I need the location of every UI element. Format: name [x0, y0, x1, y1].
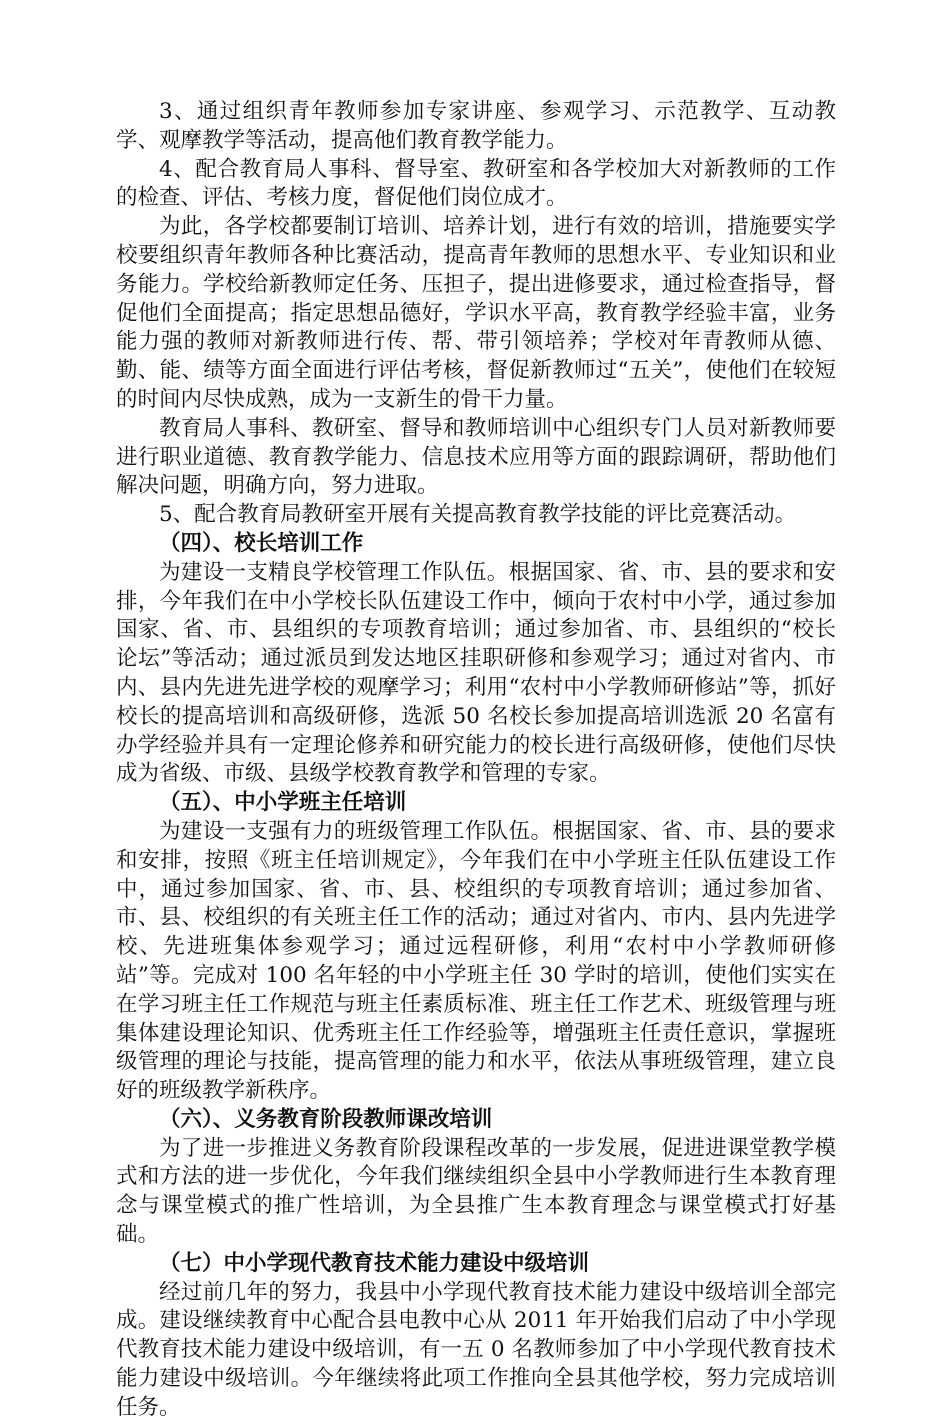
- paragraph-principal-training: 为建设一支精良学校管理工作队伍。根据国家、省、市、县的要求和安排，今年我们在中小学校长队伍建设工作中，倾向于农村中小学，通过参加国家、省、市、县组织的专项教育培训；通过参加省、市、县组织的“校长论坛”等活动；通过派员到发达地区挂职研修和参观学习；通过对省内、市内、县内先进先进学校的观摩学习；利用“农村中小学教师研修站”等，抓好校长的提高培训和高级研修，选派 50 名校长参加提高培训选派 20 名富有办学经验并具有一定理论修养和研究能力的校长进行高级研修，使他们尽快成为省级、市级、县级学校教育教学和管理的专家。: [116, 559, 836, 787]
- paragraph-item-4: 4、配合教育局人事科、督导室、教研室和各学校加大对新教师的工作的检查、评估、考核力度，督促他们岗位成才。: [116, 156, 836, 211]
- paragraph-edtech-training: 经过前几年的努力，我县中小学现代教育技术能力建设中级培训全部完成。建设继续教育中心配合县电教中心从 2011 年开始我们启动了中小学现代教育技术能力建设中级培训，有一五 0 名教师参加了中小学现代教育技术能力建设中级培训。今年继续将此项工作推向全县其他学校，努力完成培训任务。: [116, 1279, 836, 1420]
- paragraph-item-3: 3、通过组织青年教师参加专家讲座、参观学习、示范教学、互动教学、观摩教学等活动，提高他们教育教学能力。: [116, 99, 836, 153]
- paragraph-class-teacher-training: 为建设一支强有力的班级管理工作队伍。根据国家、省、市、县的要求和安排，按照《班主任培训规定》，今年我们在中小学班主任队伍建设工作中，通过参加国家、省、市、县、校组织的专项教育培训；通过参加省、市、县、校组织的有关班主任工作的活动；通过对省内、市内、县内先进学校、先进班集体参观学习；通过远程研修，利用“农村中小学教师研修站”等。完成对 100 名年轻的中小学班主任 30 学时的培训，使他们实实在在学习班主任工作规范与班主任素质标准、班主任工作艺术、班级管理与班集体建设理论知识、优秀班主任工作经验等，增强班主任责任意识，掌握班级管理的理论与技能，提高管理的能力和水平，依法从事班级管理，建立良好的班级教学新秩序。: [116, 818, 836, 1104]
- section-heading-curriculum-reform-training: （六）、义务教育阶段教师课改培训: [159, 1106, 493, 1132]
- section-heading-edtech-training: （七）中小学现代教育技术能力建设中级培训: [159, 1250, 590, 1276]
- document-body: [116, 98, 836, 1423]
- paragraph-item-5: 5、配合教育局教研室开展有关提高教育教学技能的评比竞赛活动。: [159, 502, 797, 528]
- section-heading-class-teacher-training: （五）、中小学班主任培训: [159, 790, 407, 816]
- paragraph-followup-research: 教育局人事科、教研室、督导和教师培训中心组织专门人员对新教师要进行职业道德、教育教学能力、信息技术应用等方面的跟踪调研，帮助他们解决问题，明确方向，努力进取。: [116, 415, 836, 499]
- paragraph-curriculum-reform-training: 为了进一步推进义务教育阶段课程改革的一步发展，促进进课堂教学模式和方法的进一步优化，今年我们继续组织全县中小学教师进行生本教育理念与课堂模式的推广性培训，为全县推广生本教育理念与课堂模式打好基础。: [116, 1135, 836, 1248]
- paragraph-measures: 为此，各学校都要制订培训、培养计划，进行有效的培训，措施要实学校要组织青年教师各种比赛活动，提高青年教师的思想水平、专业知识和业务能力。学校给新教师定任务、压担子，提出进修要求，通过检查指导，督促他们全面提高；指定思想品德好，学识水平高，教育教学经验丰富，业务能力强的教师对新教师进行传、帮、带引领培养；学校对年青教师从德、勤、能、绩等方面全面进行评估考核，督促新教师过“五关”，使他们在较短的时间内尽快成熟，成为一支新生的骨干力量。: [116, 214, 836, 412]
- section-heading-principal-training: （四）、校长培训工作: [159, 530, 364, 556]
